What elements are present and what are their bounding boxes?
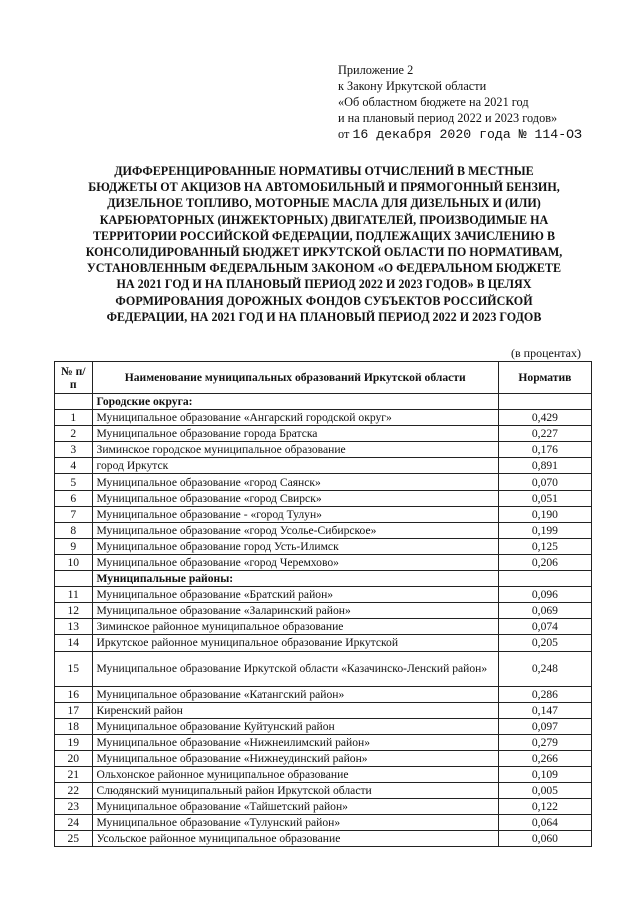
title-line: КАРБЮРАТОРНЫХ (ИНЖЕКТОРНЫХ) ДВИГАТЕЛЕЙ, ПРОИЗВОДИМЫЕ НА bbox=[99, 212, 549, 227]
normative-value: 0,060 bbox=[498, 831, 591, 847]
table-row bbox=[55, 799, 592, 815]
appendix-date-line bbox=[338, 126, 582, 143]
row-number: 3 bbox=[55, 442, 93, 458]
table-row bbox=[55, 783, 592, 799]
table-row bbox=[55, 815, 592, 831]
municipality-name: Зиминское районное муниципальное образование bbox=[92, 619, 498, 635]
row-number: 19 bbox=[55, 734, 93, 750]
column-header-name: Наименование муниципальных образований Иркутской области bbox=[92, 362, 498, 394]
title-line: ДИФФЕРЕНЦИРОВАННЫЕ НОРМАТИВЫ ОТЧИСЛЕНИЙ В МЕСТНЫЕ bbox=[114, 164, 534, 178]
table-row bbox=[55, 490, 592, 506]
row-number: 18 bbox=[55, 718, 93, 734]
normative-value: 0,005 bbox=[498, 783, 591, 799]
title-line: НА 2021 ГОД И НА ПЛАНОВЫЙ ПЕРИОД 2022 И 2023 ГОДОВ» В ЦЕЛЯХ bbox=[116, 277, 532, 292]
municipality-name: Муниципальное образование «Катангский район» bbox=[92, 686, 498, 702]
table-row bbox=[55, 410, 592, 426]
table-row bbox=[55, 603, 592, 619]
appendix-date-prefix: от bbox=[338, 127, 350, 141]
appendix-line: к Закону Иркутской области bbox=[338, 79, 487, 93]
municipality-name: Муниципальное образование «Братский район» bbox=[92, 587, 498, 603]
row-number: 25 bbox=[55, 831, 93, 847]
municipality-name: Муниципальное образование - «город Тулун» bbox=[92, 506, 498, 522]
row-number: 2 bbox=[55, 426, 93, 442]
row-number: 8 bbox=[55, 522, 93, 538]
municipality-name: Слюдянский муниципальный район Иркутской области bbox=[92, 783, 498, 799]
normative-value: 0,122 bbox=[498, 799, 591, 815]
section-label: Муниципальные районы: bbox=[92, 571, 498, 587]
appendix-header bbox=[338, 62, 582, 143]
municipality-name: Муниципальное образование «Заларинский район» bbox=[92, 603, 498, 619]
title-line: ДИЗЕЛЬНОЕ ТОПЛИВО, МОТОРНЫЕ МАСЛА ДЛЯ ДИЗЕЛЬНЫХ И (ИЛИ) bbox=[107, 196, 541, 211]
table-row bbox=[55, 734, 592, 750]
row-number: 13 bbox=[55, 619, 93, 635]
normative-value: 0,266 bbox=[498, 750, 591, 766]
units-note: (в процентах) bbox=[511, 346, 581, 360]
row-number: 12 bbox=[55, 603, 93, 619]
normative-value: 0,286 bbox=[498, 686, 591, 702]
column-header-number: № п/п bbox=[55, 362, 93, 394]
appendix-line: и на плановый период 2022 и 2023 годов» bbox=[338, 111, 558, 125]
normative-value bbox=[498, 571, 591, 587]
row-number: 5 bbox=[55, 474, 93, 490]
municipality-name: Муниципальное образование «Нижнеудинский район» bbox=[92, 750, 498, 766]
table-row bbox=[55, 651, 592, 686]
normative-value bbox=[498, 394, 591, 410]
document-title bbox=[54, 163, 594, 325]
row-number: 22 bbox=[55, 783, 93, 799]
normative-value: 0,147 bbox=[498, 702, 591, 718]
row-number: 11 bbox=[55, 587, 93, 603]
normative-value: 0,176 bbox=[498, 442, 591, 458]
municipality-name: Муниципальное образование «Тайшетский район» bbox=[92, 799, 498, 815]
municipality-name: Муниципальное образование «Ангарский городской округ» bbox=[92, 410, 498, 426]
normative-value: 0,064 bbox=[498, 815, 591, 831]
row-number: 7 bbox=[55, 506, 93, 522]
table-row bbox=[55, 619, 592, 635]
column-header-normative: Норматив bbox=[498, 362, 591, 394]
title-line: ТЕРРИТОРИИ РОССИЙСКОЙ ФЕДЕРАЦИИ, ПОДЛЕЖАЩИХ ЗАЧИСЛЕНИЮ В bbox=[92, 228, 556, 243]
row-number: 4 bbox=[55, 458, 93, 474]
row-number: 6 bbox=[55, 490, 93, 506]
municipality-name: город Иркутск bbox=[92, 458, 498, 474]
normative-value: 0,429 bbox=[498, 410, 591, 426]
normative-value: 0,199 bbox=[498, 522, 591, 538]
table-row bbox=[55, 506, 592, 522]
row-number: 15 bbox=[55, 651, 93, 686]
municipality-name: Зиминское городское муниципальное образование bbox=[92, 442, 498, 458]
title-line: КОНСОЛИДИРОВАННЫЙ БЮДЖЕТ ИРКУТСКОЙ ОБЛАСТИ ПО НОРМАТИВАМ, bbox=[85, 245, 563, 260]
appendix-line: «Об областном бюджете на 2021 год bbox=[338, 95, 529, 109]
table-row bbox=[55, 766, 592, 782]
row-number: 14 bbox=[55, 635, 93, 651]
normative-value: 0,069 bbox=[498, 603, 591, 619]
row-number: 1 bbox=[55, 410, 93, 426]
municipality-name: Муниципальное образование город Усть-Илимск bbox=[92, 538, 498, 554]
table-row bbox=[55, 442, 592, 458]
municipality-name: Муниципальное образование Куйтунский район bbox=[92, 718, 498, 734]
normative-value: 0,097 bbox=[498, 718, 591, 734]
row-number: 17 bbox=[55, 702, 93, 718]
appendix-date-value: 16 декабря 2020 года № 114-ОЗ bbox=[352, 127, 582, 142]
table-row bbox=[55, 426, 592, 442]
normative-value: 0,891 bbox=[498, 458, 591, 474]
normative-value: 0,074 bbox=[498, 619, 591, 635]
section-label: Городские округа: bbox=[92, 394, 498, 410]
normative-value: 0,070 bbox=[498, 474, 591, 490]
table-row bbox=[55, 474, 592, 490]
table-row bbox=[55, 522, 592, 538]
row-number: 16 bbox=[55, 686, 93, 702]
municipality-name: Муниципальное образование «город Черемхово» bbox=[92, 554, 498, 570]
title-line: УСТАНОВЛЕННЫМ ФЕДЕРАЛЬНЫМ ЗАКОНОМ «О ФЕДЕРАЛЬНОМ БЮДЖЕТЕ bbox=[86, 261, 562, 276]
table-row bbox=[55, 750, 592, 766]
table-row bbox=[55, 635, 592, 651]
row-number: 24 bbox=[55, 815, 93, 831]
section-row bbox=[55, 394, 592, 410]
table-row bbox=[55, 554, 592, 570]
normative-value: 0,279 bbox=[498, 734, 591, 750]
municipality-name: Иркутское районное муниципальное образование Иркутской bbox=[92, 635, 498, 651]
row-number bbox=[55, 394, 93, 410]
normative-value: 0,109 bbox=[498, 766, 591, 782]
municipality-name: Муниципальное образование «город Свирск» bbox=[92, 490, 498, 506]
table-row bbox=[55, 702, 592, 718]
row-number: 20 bbox=[55, 750, 93, 766]
title-line: БЮДЖЕТЫ ОТ АКЦИЗОВ НА АВТОМОБИЛЬНЫЙ И ПРЯМОГОННЫЙ БЕНЗИН, bbox=[88, 180, 560, 195]
municipality-name: Муниципальное образование Иркутской области «Казачинско-Ленский район» bbox=[92, 651, 498, 686]
municipality-name: Муниципальное образование «город Усолье-Сибирское» bbox=[92, 522, 498, 538]
normative-value: 0,190 bbox=[498, 506, 591, 522]
title-line: ФОРМИРОВАНИЯ ДОРОЖНЫХ ФОНДОВ СУБЪЕКТОВ РОССИЙСКОЙ bbox=[115, 293, 533, 308]
normative-value: 0,227 bbox=[498, 426, 591, 442]
table-row bbox=[55, 458, 592, 474]
municipality-name: Муниципальное образование «город Саянск» bbox=[92, 474, 498, 490]
section-row bbox=[55, 571, 592, 587]
normative-value: 0,206 bbox=[498, 554, 591, 570]
table-row bbox=[55, 718, 592, 734]
table-row bbox=[55, 686, 592, 702]
row-number: 21 bbox=[55, 766, 93, 782]
municipality-name: Киренский район bbox=[92, 702, 498, 718]
municipality-name: Муниципальное образование «Тулунский район» bbox=[92, 815, 498, 831]
appendix-line: Приложение 2 bbox=[338, 63, 414, 77]
row-number: 9 bbox=[55, 538, 93, 554]
row-number: 10 bbox=[55, 554, 93, 570]
normatives-table bbox=[54, 361, 592, 847]
table-row bbox=[55, 831, 592, 847]
municipality-name: Муниципальное образование города Братска bbox=[92, 426, 498, 442]
normative-value: 0,205 bbox=[498, 635, 591, 651]
normative-value: 0,051 bbox=[498, 490, 591, 506]
table-row bbox=[55, 587, 592, 603]
normative-value: 0,125 bbox=[498, 538, 591, 554]
municipality-name: Муниципальное образование «Нижнеилимский район» bbox=[92, 734, 498, 750]
row-number: 23 bbox=[55, 799, 93, 815]
table-header-row bbox=[55, 362, 592, 394]
municipality-name: Ольхонское районное муниципальное образование bbox=[92, 766, 498, 782]
normative-value: 0,096 bbox=[498, 587, 591, 603]
municipality-name: Усольское районное муниципальное образование bbox=[92, 831, 498, 847]
row-number bbox=[55, 571, 93, 587]
table-row bbox=[55, 538, 592, 554]
title-line: ФЕДЕРАЦИИ, НА 2021 ГОД И НА ПЛАНОВЫЙ ПЕРИОД 2022 И 2023 ГОДОВ bbox=[106, 309, 542, 324]
normative-value: 0,248 bbox=[498, 651, 591, 686]
